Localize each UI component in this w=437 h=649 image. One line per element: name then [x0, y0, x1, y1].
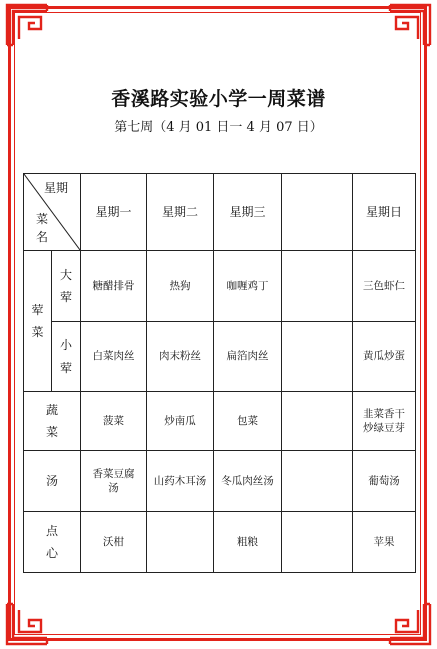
dish-cell: 扁箔肉丝 [214, 322, 282, 392]
category-meat: 荤 菜 [24, 251, 52, 392]
corner-ornament-icon [387, 601, 433, 647]
dish-cell: 苹果 [353, 512, 416, 573]
day-header-mon: 星期一 [81, 174, 147, 251]
dish-cell: 肉末粉丝 [147, 322, 214, 392]
week-range: 第七周（4 月 01 日一 4 月 07 日） [114, 120, 323, 135]
dish-cell: 粗粮 [214, 512, 282, 573]
day-header-wed: 星期三 [214, 174, 282, 251]
category-soup: 汤 [24, 451, 81, 512]
category-snack: 点 心 [24, 512, 81, 573]
weekly-menu-table [23, 173, 416, 573]
dish-cell [147, 512, 214, 573]
table-row [24, 512, 416, 573]
day-header-sun: 星期日 [353, 174, 416, 251]
dish-cell: 咖喱鸡丁 [214, 251, 282, 322]
table-row [24, 251, 416, 322]
dish-cell: 菠菜 [81, 392, 147, 451]
dish-cell: 糖醋排骨 [81, 251, 147, 322]
subcategory-big-meat: 大 荤 [52, 251, 81, 322]
category-vegetable: 蔬 菜 [24, 392, 81, 451]
dish-cell: 黄瓜炒蛋 [353, 322, 416, 392]
corner-ornament-icon [4, 601, 50, 647]
day-header-tue: 星期二 [147, 174, 214, 251]
dish-cell [282, 322, 353, 392]
dish-cell: 沃柑 [81, 512, 147, 573]
table-row [24, 451, 416, 512]
dish-cell: 炒南瓜 [147, 392, 214, 451]
dish-cell [282, 512, 353, 573]
corner-dish-label: 菜 名 [36, 212, 49, 244]
page-title: 香溪路实验小学一周菜谱 [111, 88, 326, 110]
dish-cell: 热狗 [147, 251, 214, 322]
dish-cell: 白菜肉丝 [81, 322, 147, 392]
table-header-row [24, 174, 416, 251]
corner-weekday-label: 星期 [43, 181, 68, 195]
day-header-blank [282, 174, 353, 251]
dish-cell: 三色虾仁 [353, 251, 416, 322]
dish-cell: 葡萄汤 [353, 451, 416, 512]
corner-ornament-icon [387, 2, 433, 48]
subcategory-small-meat: 小 荤 [52, 322, 81, 392]
dish-cell [282, 451, 353, 512]
corner-ornament-icon [4, 2, 50, 48]
dish-cell: 韭菜香干 炒绿豆芽 [353, 392, 416, 451]
dish-cell: 山药木耳汤 [147, 451, 214, 512]
dish-cell [282, 251, 353, 322]
dish-cell: 冬瓜肉丝汤 [214, 451, 282, 512]
dish-cell: 包菜 [214, 392, 282, 451]
dish-cell: 香菜豆腐 汤 [81, 451, 147, 512]
table-row [24, 392, 416, 451]
corner-header-cell [24, 174, 81, 251]
dish-cell [282, 392, 353, 451]
table-row [24, 322, 416, 392]
